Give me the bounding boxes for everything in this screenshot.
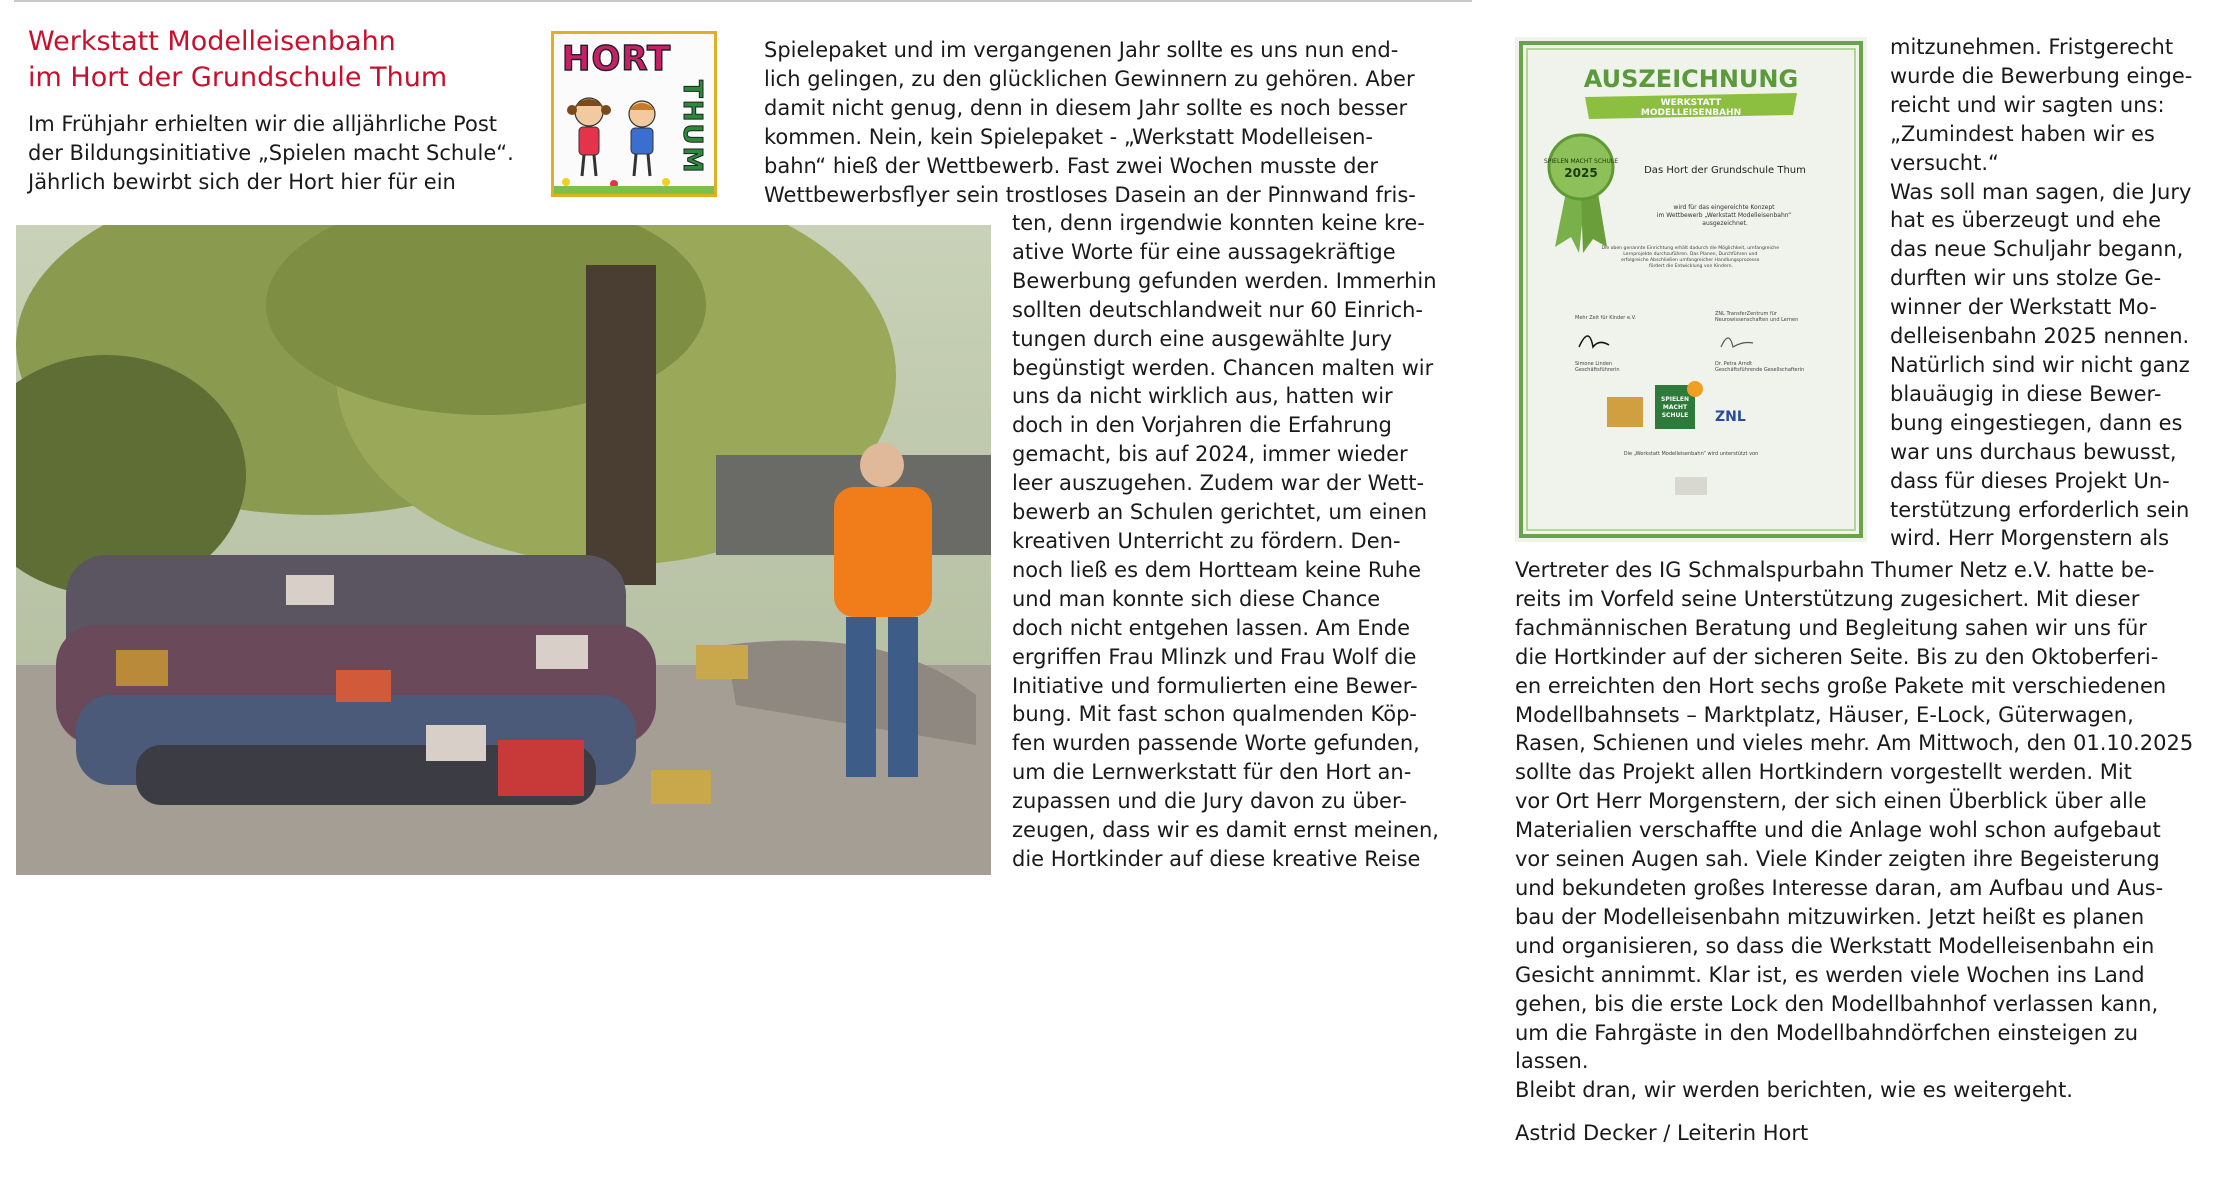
certificate-heading: AUSZEICHNUNG — [1583, 65, 1799, 93]
certificate-recipient: Das Hort der Grundschule Thum — [1644, 165, 1806, 176]
paragraph-b: ten, denn irgendwie konnten keine kre- ative Worte für eine aussagekräftige Bewerbung gefunden werden. Immerhin sollten deutschlandweit nur 60 Einrich- tungen durch eine ausgewählte Jury begünstigt werden. Chancen malten wir uns da nicht wirklich aus, hatten wir doch in den Vorjahren die Erfahrung gemacht, bis auf 2024, immer wieder leer auszugehen. Zudem war der Wett- bewerb an Schulen gerichtet, um einen kreativen Unterricht zu fördern. Den- noch ließ es dem Hortteam keine Ruhe und man konnte sich diese Chance doch nicht entgehen lassen. Am Ende ergriffen Frau Mlinzk und Frau Wolf die Initiative und formulierten eine Bewer- bung. Mit fast schon qualmenden Köp- fen wurden passende Worte gefunden, um die Lernwerkstatt für den Hort an- zupassen und die Jury davon zu über- zeugen, dass wir es damit ernst meinen, die Hortkinder auf diese kreative Reise — [1012, 211, 1439, 871]
hort-drawing-image — [551, 31, 717, 197]
certificate-body2: Die oben genannte Einrichtung erhält dadurch die Möglichkeit, umfangreiche Lernprojekte durchzuführen. Das Planen, Durchführen und erfolgreiche Abschließen umfangreicher Handlungsprozesse fördert die Entwicklung von Kindern. — [1601, 246, 1780, 269]
intro-paragraph: Im Frühjahr erhielten wir die alljährliche Post der Bildungsinitiative „Spielen macht Schule“. Jährlich bewirbt sich der Hort hier für ein — [28, 112, 514, 194]
paragraph-d: Vertreter des IG Schmalspurbahn Thumer Netz e.V. hatte be- reits im Vorfeld seine Unterstützung zugesichert. Mit dieser fachmännischen Beratung und Begleitung sahen wir uns für die Hortkinder auf der sicheren Seite. Bis zu den Oktoberferi- en erreichten den Hort sechs große Pakete mit verschiedenen Modellbahnsets – Marktplatz, Häuser, E-Lock, Güterwagen, Rasen, Schienen und vieles mehr. Am Mittwoch, den 01.10.2025 sollte das Projekt allen Hortkindern vorgestellt werden. Mit vor Ort Herr Morgenstern, der sich einen Überblick über alle Materialien verschaffte und die Anlage wohl schon aufgebaut vor seinen Augen sah. Viele Kinder zeigten ihre Begeisterung und bekundeten großes Interesse daran, am Aufbau und Aus- bau der Modelleisenbahn mitzuwirken. Jetzt heißt es planen und organisieren, so dass die Werkstatt Modelleisenbahn ein Gesicht annimmt. Klar ist, es werden viele Wochen ins Land gehen, bis die erste Lock den Modellbahnhof verlassen kann, um die Fahrgäste in den Modellbahndörfchen einsteigen zu lassen. Bleibt dran, wir werden berichten, wie es weitergeht. — [1515, 558, 2194, 1103]
paragraph-a: Spielepaket und im vergangenen Jahr sollte es uns nun end- lich gelingen, zu den glücklichen Gewinnern zu gehören. Aber damit nicht genug, denn in diesem Jahr sollte es noch besser kommen. Nein, kein Spielepaket - „Werkstatt Modelleisen- bahn“ hieß der Wettbewerb. Fast zwei Wochen musste der Wettbewerbsflyer sein trostloses Dasein an der Pinnwand fris- — [764, 38, 1416, 207]
drawing-child-left — [567, 98, 611, 176]
drawing-flowers — [554, 178, 714, 194]
text-column-a — [764, 36, 1458, 209]
logo-smw: SPIELEN MACHT SCHULE — [1661, 396, 1689, 419]
footer-logo — [1675, 477, 1707, 495]
certificate-body1: wird für das eingereichte Konzept im Wettbewerb „Werkstatt Modelleisenbahn“ ausgezeichnet. — [1656, 204, 1792, 227]
certificate-image — [1515, 37, 1867, 542]
text-column-d — [1515, 556, 2208, 1148]
top-divider — [14, 0, 1472, 2]
sig-left-name: Simone Linden Geschäftsführerin — [1575, 361, 1620, 373]
drawing-word-side: THUM — [677, 80, 707, 175]
text-column-b — [1012, 209, 1458, 874]
intro-text — [28, 110, 540, 197]
sig-right-name: Dr. Petra Arndt Geschäftsführende Gesellschafterin — [1715, 361, 1805, 373]
drawing-word-top: HORT — [562, 39, 672, 79]
author-signature: Astrid Decker / Leiterin Hort — [1515, 1121, 1809, 1146]
article-title: Werkstatt Modelleisenbahn im Hort der Grundschule Thum — [28, 26, 448, 93]
logo-znl: ZNL — [1715, 409, 1746, 425]
certificate-footer: Die „Werkstatt Modelleisenbahn“ wird unterstützt von — [1623, 451, 1759, 457]
badge-year: 2025 — [1564, 166, 1598, 180]
paragraph-c: mitzunehmen. Fristgerecht wurde die Bewerbung einge- reicht und wir sagten uns: „Zumindest haben wir es versucht.“ Was soll man sagen, die Jury hat es überzeugt und ehe das neue Schuljahr begann, durften wir uns stolze Ge- winner der Werkstatt Mo- delleisenbahn 2025 nennen. Natürlich sind wir nicht ganz blauäugig in diese Bewer- bung eingestiegen, dann es war uns durchaus bewusst, dass für dieses Projekt Un- terstützung erforderlich sein wird. Herr Morgenstern als — [1890, 35, 2193, 551]
drawing-child-right — [629, 101, 655, 176]
sig-right-org: ZNL TransferZentrum für Neurowissenschaften und Lernen — [1715, 311, 1799, 323]
certificate-banner — [1585, 93, 1797, 119]
sig-left-org: Mehr Zeit für Kinder e.V. — [1575, 315, 1636, 321]
text-column-c — [1890, 33, 2208, 553]
badge-text: SPIELEN MACHT SCHULE — [1543, 158, 1619, 165]
group-photo — [16, 225, 991, 875]
certificate-banner-text: WERKSTATT MODELLEISENBAHN — [1640, 98, 1742, 118]
